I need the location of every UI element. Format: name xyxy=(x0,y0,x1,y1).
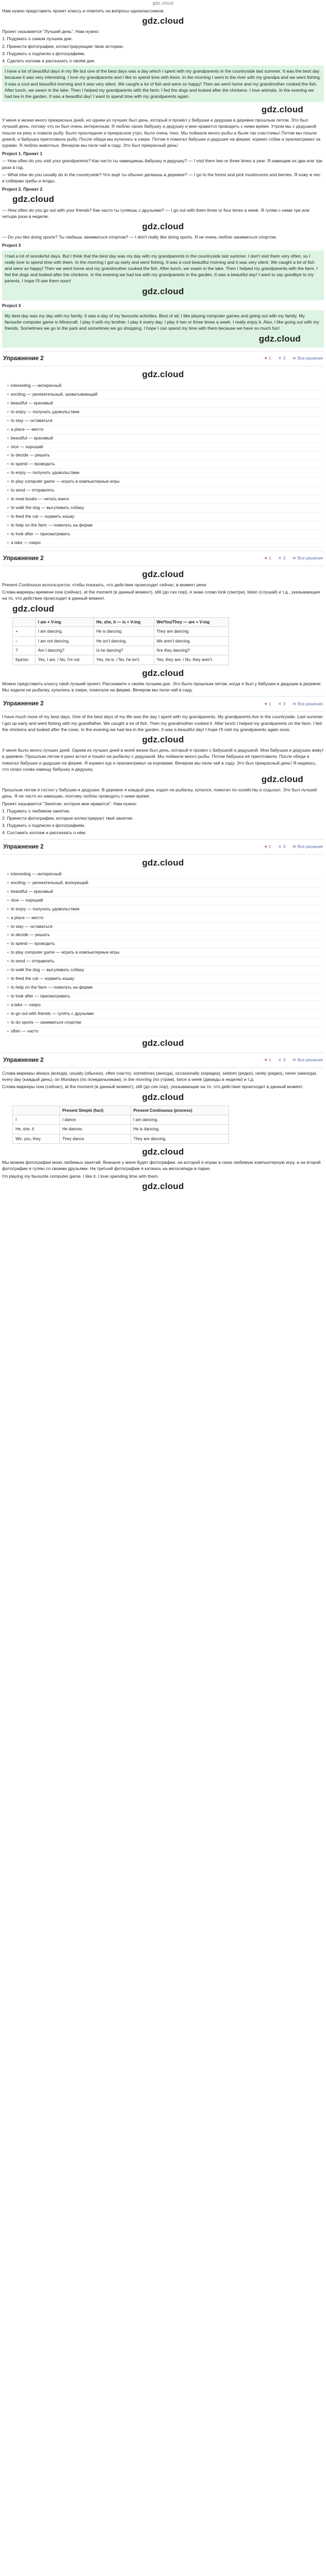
essay-block-3 xyxy=(2,310,324,348)
comment-icon: ✉ xyxy=(292,556,296,561)
intro-line: 3. Подумать о подписях к фотографиям. xyxy=(2,50,86,56)
exercise-tools xyxy=(265,701,323,707)
comment-link[interactable] xyxy=(292,701,323,707)
dislike-button[interactable] xyxy=(278,701,285,707)
table-cell: I dance. xyxy=(59,1115,131,1125)
like-button[interactable] xyxy=(265,1057,271,1063)
project-step: 1. Подумать о любимом занятии. xyxy=(2,808,71,814)
vocab-item: • a place — место xyxy=(5,426,324,434)
compare-table xyxy=(12,1106,229,1144)
vocab-item: • to send — отправлять xyxy=(5,486,324,495)
dislike-button[interactable] xyxy=(278,555,285,561)
dislike-button[interactable] xyxy=(278,844,285,850)
present-simple-note: Слова-маркеры always (всегда), usually (обычно), often (часто), sometimes (иногда), occasionally (изредка), seldom (редко), rarely (редко), never (никогда), every day (каждый день), on Mondays (по понедельникам), in the morning (по утрам), twice a week (дважды в неделю) и т.д. xyxy=(2,1070,318,1082)
essay-translation: Прошлым летом я гостил у бабушки и дедушки. В деревне я каждый день ходил на рыбалку, купался, помогал по хозяйству и отдыхал. Это был лучший день. Я не часто их навещаю, поэтому люблю проводить с ними время. xyxy=(2,787,317,799)
present-cont-note: Слова-маркеры now (сейчас), at the moment (в данный момент), still (до сих пор), указывающие на то, что действие происходит в данный момент. xyxy=(2,1084,303,1090)
essay-text: I have a lot of beautiful days in my life but one of the best days was a day which I spent with my grandparents in the countryside last summer. It was the best day because it was very interesting. I love my grandparents and I like to spend time with them. In the morning I went to the river with my grandpa and we went fishing. It was a cool and beautiful morning and it was very silent. We caught a lot of fish and were so happy! Then we went home and my grandmother cooked the fish. After lunch, we swam in the lake. Then I helped my grandparents with the farm: I fed the dogs and looked after the chickens. I love animals. In the evening we had tea in the garden. It was a beautiful day! I want to spend time with my grandparents again. xyxy=(5,69,321,99)
watermark: gdz.cloud xyxy=(261,774,303,784)
dislike-count: 3 xyxy=(283,1058,286,1063)
heart-icon: ♥ xyxy=(264,356,267,361)
like-count: 1 xyxy=(268,1058,271,1063)
heart-icon: ♥ xyxy=(264,1058,267,1063)
dislike-count: 3 xyxy=(283,844,286,850)
table-cell: I am dancing. xyxy=(35,627,93,636)
table-cell: + xyxy=(13,627,36,636)
exercise-header xyxy=(2,551,324,566)
table-header-cell: Present Continuous (process) xyxy=(131,1106,229,1115)
table-cell: I am not dancing. xyxy=(35,636,93,646)
grammar-note: Слова-маркеры времени now (сейчас), at the moment (в данный момент), still (до сих пор), я знаю слово look (смотри), listen (слушай) и т.д., указывающие на то, что действие происходит в данный момент. xyxy=(2,589,320,601)
like-button[interactable] xyxy=(265,555,271,561)
grammar-table xyxy=(12,617,229,665)
comment-icon: ✉ xyxy=(292,844,296,850)
table-row xyxy=(13,1125,229,1134)
exercise-tools xyxy=(265,355,323,361)
exercise-tools xyxy=(265,844,323,850)
final-intro: Мы можем фотографии моих любимых занятий. Вначале у меня будет фотографии, на которой я играю в свою любимую компьютерную игру, а на второй фотографии я гуляю со своими друзьями. На третьей фотографии я катаюсь на велосипеде в парке. xyxy=(2,1160,321,1172)
vocab-item: • to help on the farm — помогать на ферме xyxy=(5,521,324,530)
table-header-cell: Present Simple (fact) xyxy=(59,1106,131,1115)
vocab-list-1 xyxy=(2,382,324,548)
table-header-cell: He, she, it — is + V-ing xyxy=(93,617,154,626)
table-cell: He is dancing. xyxy=(131,1125,229,1134)
vocab-item: • interesting — интересный xyxy=(5,382,324,391)
vocab-item: • to stay — оставаться xyxy=(5,923,324,931)
exercise-header xyxy=(2,1053,324,1068)
exercise-title: Упражнение 2 xyxy=(3,1057,44,1063)
watermark-top: gdz.cloud xyxy=(152,1,174,6)
table-cell: Am I dancing? xyxy=(35,646,93,655)
table-row xyxy=(13,1115,229,1125)
project-qa: — Do you like doing sports? Ты любишь заниматься спортом? — I don't really like doing sports. Я не очень люблю заниматься спортом. xyxy=(2,234,277,240)
comment-label: Все решения xyxy=(298,844,323,850)
project-title: Project 2. Проект 2 xyxy=(2,187,43,192)
intro-line: 2. Принести фотографии, иллюстрирующие твою историю. xyxy=(2,43,124,49)
comment-label: Все решения xyxy=(298,701,323,706)
table-row xyxy=(13,627,229,636)
watermark: gdz.cloud xyxy=(261,105,303,115)
vocab-item: • interesting — интересный xyxy=(5,870,324,879)
vocab-item: • to enjoy — получать удовольствие xyxy=(5,469,324,478)
vocab-item: • exciting — увлекательный, захватывающий xyxy=(5,391,324,399)
watermark: gdz.cloud xyxy=(142,369,184,379)
table-cell: I am dancing. xyxy=(131,1115,229,1125)
table-row xyxy=(13,655,229,665)
like-button[interactable] xyxy=(265,844,271,850)
vocab-item: • to feed the cat — кормить кошку xyxy=(5,975,324,984)
like-count: 1 xyxy=(268,844,271,850)
watermark: gdz.cloud xyxy=(142,1181,184,1191)
table-cell: They are dancing. xyxy=(131,1134,229,1143)
essay-translation: У меня было много лучших дней. Одним из лучших дней в моей жизни был день, который я провёл с бабушкой и дедушкой. Мои бабушка и дедушка живут в деревне. Прошлым летом я рано встал и пошёл на рыбалку с дедушкой. Мы поймали много рыбы. Потом бабушка её приготовила. После обеда я помогал бабушке и дедушке на ферме. Я кормил кур и присматривал за коровами. Вечером мы пили чай в саду. Это был прекрасный день! Я надеюсь, что скоро снова навещу бабушку и дедушку. xyxy=(2,748,324,772)
table-cell: Is he dancing? xyxy=(93,646,154,655)
heart-icon: ♥ xyxy=(264,844,267,850)
table-cell: He, she, it xyxy=(13,1125,60,1134)
table-cell: − xyxy=(13,636,36,646)
vocab-item: • beautiful — красивый xyxy=(5,888,324,896)
vocab-item: • to decide — решать xyxy=(5,931,324,940)
vocab-item: • beautiful — красивый xyxy=(5,399,324,408)
watermark: gdz.cloud xyxy=(142,857,184,868)
vocab-item: • to go out with friends — гулять с друзьями xyxy=(5,1010,324,1019)
exercise-tools xyxy=(265,555,323,561)
watermark: gdz.cloud xyxy=(142,1092,184,1102)
vocab-item: • nice — хороший xyxy=(5,443,324,452)
essay-translation: У меня в жизни много прекрасных дней, но одним из лучших был день, который я провёл у бабушки и дедушки в деревне прошлым летом. Это был лучший день, потому что он был очень интересным. Я люблю своих бабушку и дедушку и мне нравится проводить с ними время. Утром мы с дедушкой пошли на реку и ловили рыбу. Было прохладное и прекрасное утро, было очень тихо. Мы поймали много рыбы и были так счастливы! Потом мы пошли домой, и бабушка приготовила рыбу. После обеда мы купались в озере. Потом я помогал бабушке и дедушке на ферме: кормил собак и присматривал за курами. Я люблю животных. Вечером мы пили чай в саду. Это был прекрасный день! xyxy=(2,117,320,148)
table-header-cell xyxy=(13,617,36,626)
table-row xyxy=(13,636,229,646)
vocab-item: • to walk the dog — выгуливать собаку xyxy=(5,966,324,975)
essay-text: I have much more of my best days. One of the best days of my life was the day I spent with my grandparents. My grandparents live in the countryside. Last summer I got up early and went fishing with my grandfather. We caught a lot of fish. Then my grandmother cooked it. After lunch I helped my grandparents on the farm. I fed the chickens and looked after the cows. In the evening we had tea in the garden. It was a beautiful day! I hope I'll visit my grandparents again soon. xyxy=(2,714,323,732)
exercise-header xyxy=(2,351,324,366)
watermark: gdz.cloud xyxy=(142,735,184,745)
comment-icon: ✉ xyxy=(292,356,296,361)
exercise-title: Упражнение 2 xyxy=(3,701,44,707)
project-label: Project 3 xyxy=(2,302,21,308)
project-title: Project 3 xyxy=(2,243,21,248)
watermark: gdz.cloud xyxy=(142,1038,184,1048)
project-title: Project 1. Проект 1 xyxy=(2,151,43,157)
project-qa: — What else do you usually do in the countryside? Что ещё ты обычно делаешь в деревне? — I go to the forest and pick mushrooms and berries. Я хожу в лес и собираю грибы и ягоды. xyxy=(2,172,321,184)
vocab-item: • to spend — проводить xyxy=(5,940,324,948)
table-header-row xyxy=(13,617,229,626)
like-count: 1 xyxy=(268,556,271,561)
project-intro: Проект называется "Занятие, которое мне нравится". Нам нужно: xyxy=(2,801,137,806)
table-cell: Yes, I am. / No, I'm not. xyxy=(35,655,93,665)
heart-icon: ♥ xyxy=(264,556,267,561)
table-cell: Кратко xyxy=(13,655,36,665)
page xyxy=(0,0,326,1200)
table-cell: I xyxy=(13,1115,60,1125)
vocab-item: • a lake — озеро xyxy=(5,539,324,548)
exercise-title: Упражнение 2 xyxy=(3,843,44,850)
comment-label: Все решения xyxy=(298,356,323,361)
vocab-item: • to look after — присматривать xyxy=(5,530,324,539)
table-cell: ? xyxy=(13,646,36,655)
table-header-cell xyxy=(13,1106,60,1115)
table-header-row xyxy=(13,1106,229,1115)
vocab-item: • to read books — читать книги xyxy=(5,495,324,504)
vocab-item: • to send — отправлять xyxy=(5,957,324,966)
table-cell: He dances. xyxy=(59,1125,131,1134)
vocab-item: • a lake — озеро xyxy=(5,1001,324,1010)
table-cell: We, you, they xyxy=(13,1134,60,1143)
like-count: 1 xyxy=(268,356,271,361)
vocab-list-2 xyxy=(2,870,324,1036)
intro-line: 4. Сделать коллаж и рассказать о своём дне. xyxy=(2,58,96,63)
vocab-item: • exciting — увлекательный, волнующий xyxy=(5,879,324,888)
final-sentence: I'm playing my favourite computer game. I like it. I love spending time with them. xyxy=(2,1173,159,1179)
comment-label: Все решения xyxy=(298,1058,323,1063)
vocab-item: • to walk the dog — выгуливать собаку xyxy=(5,504,324,513)
vocab-item: • often — часто xyxy=(5,1027,324,1036)
vocab-item: • to enjoy — получать удовольствие xyxy=(5,905,324,914)
vocab-item: • beautiful — красивый xyxy=(5,434,324,443)
exercise-title: Упражнение 2 xyxy=(3,355,44,362)
project-step: 3. Подумать о подписях к фотографиям. xyxy=(2,823,86,828)
comment-link[interactable] xyxy=(292,1057,323,1063)
thumb-down-icon: ✕ xyxy=(278,701,282,706)
table-row xyxy=(13,1134,229,1143)
vocab-item: • to play computer game — играть в компьютерные игры xyxy=(5,478,324,486)
vocab-item: • to decide — решать xyxy=(5,451,324,460)
table-cell: We aren't dancing. xyxy=(154,636,229,646)
grammar-text: Можно представить классу свой лучший проект. Расскажите о своём лучшем дне. Это было прошлым летом, когда я был у бабушки и дедушки в деревне. Мы ходили на рыбалку, купались в озере, помогали на ферме. Вечером мы пили чай в саду. xyxy=(2,681,322,692)
comment-link[interactable] xyxy=(292,844,323,850)
heart-icon: ♥ xyxy=(264,701,267,706)
vocab-item: • to enjoy — получать удовольствие xyxy=(5,408,324,417)
project-qa: — How often do you go out with your friends? Как часто ты гуляешь с друзьями? — I go out with them three or four times a week. Я гуляю с ними три или четыре раза в неделю. xyxy=(2,207,309,219)
exercise-title: Упражнение 2 xyxy=(3,555,44,562)
essay-text: My best day was my day with my family. It was a day of my favourite activities. Best of all, I like playing computer games and going out with my family. My favourite computer game is Minecraft. I play it with my brother. I play it every day. I play it two or three times a week. I really enjoy it. Also, I like going out with my friends. Sometimes we go to the park and sometimes we go shopping. I hope I can spend my time with them because we have so much fun! xyxy=(5,313,319,331)
comment-link[interactable] xyxy=(292,355,323,361)
exercise-header xyxy=(2,696,324,711)
intro-line: Нам нужно представить проект классу и ответить на вопросы одноклассников. xyxy=(2,8,165,13)
project-step: 4. Составить коллаж и рассказать о нём. xyxy=(2,830,87,836)
watermark: gdz.cloud xyxy=(142,15,184,26)
grammar-intro: Present Continuous используется, чтобы показать, что действие происходит сейчас, в момент речи. xyxy=(2,582,207,588)
essay-block-2 xyxy=(2,250,324,300)
like-button[interactable] xyxy=(265,701,271,707)
thumb-down-icon: ✕ xyxy=(278,356,282,361)
table-header-cell: I am + V-ing xyxy=(35,617,93,626)
like-button[interactable] xyxy=(265,355,271,361)
watermark: gdz.cloud xyxy=(142,222,184,232)
intro-block xyxy=(2,8,324,64)
intro-line: Проект называется "Лучший день". Нам нужно: xyxy=(2,29,100,35)
comment-icon: ✉ xyxy=(292,701,296,706)
vocab-item: • to look after — присматривать xyxy=(5,992,324,1001)
comment-label: Все решения xyxy=(298,556,323,561)
watermark: gdz.cloud xyxy=(258,333,301,344)
dislike-button[interactable] xyxy=(278,355,285,361)
vocab-item: • to feed the cat — кормить кошку xyxy=(5,513,324,521)
watermark: gdz.cloud xyxy=(142,1147,184,1157)
project-step: 2. Принести фотографии, которые иллюстрируют твоё занятие. xyxy=(2,815,134,821)
table-cell: Yes, he is. / No, he isn't. xyxy=(93,655,154,665)
watermark: gdz.cloud xyxy=(12,194,55,205)
watermark: gdz.cloud xyxy=(142,569,184,579)
vocab-item: • a place — место xyxy=(5,914,324,923)
exercise-tools xyxy=(265,1057,323,1063)
table-row xyxy=(13,646,229,655)
comment-icon: ✉ xyxy=(292,1058,296,1063)
essay-text: I had a lot of wonderful days. But I think that the best day was my day with my grandparents in the countryside last summer. I don't visit them very often, so I really love to spend time with them. In the morning I got up early and went fishing. It was a cool beautiful morning and it was very silent. We caught a lot of fish and were so happy! Then we went home and my grandmother cooked the fish. After lunch, we swam in the lake. Then I helped my grandparents with the farm. I fed the dogs and looked after the chickens. In the evening we had tea with my grandparents in the garden. It was a beautiful day! I want to say goodbye to my parents. I hope I'll see them soon! xyxy=(5,253,318,284)
dislike-count: 3 xyxy=(283,356,286,361)
intro-line: 1. Подумать о самом лучшем дне. xyxy=(2,36,73,42)
dislike-count: 3 xyxy=(283,701,286,706)
exercise-header xyxy=(2,839,324,855)
thumb-down-icon: ✕ xyxy=(278,844,282,850)
table-cell: Yes, they are. / No, they aren't. xyxy=(154,655,229,665)
vocab-item: • to spend — проводить xyxy=(5,460,324,469)
vocab-item: • nice — хороший xyxy=(5,896,324,905)
like-count: 1 xyxy=(268,701,271,706)
dislike-count: 3 xyxy=(283,556,286,561)
table-cell: They dance. xyxy=(59,1134,131,1143)
table-cell: They are dancing. xyxy=(154,627,229,636)
essay-block-1 xyxy=(2,65,324,102)
project-qa: — How often do you visit your grandparents? Как часто ты навещаешь бабушку и дедушку? — I visit them two or three times a year. Я навещаю их два или три раза в год. xyxy=(2,158,322,170)
table-cell: He is dancing. xyxy=(93,627,154,636)
table-cell: He isn't dancing. xyxy=(93,636,154,646)
watermark: gdz.cloud xyxy=(142,286,184,296)
watermark: gdz.cloud xyxy=(142,668,184,678)
vocab-item: • to help on the farm — помогать на ферме xyxy=(5,984,324,992)
thumb-down-icon: ✕ xyxy=(278,1058,282,1063)
dislike-button[interactable] xyxy=(278,1057,285,1063)
comment-link[interactable] xyxy=(292,555,323,561)
table-cell: Are they dancing? xyxy=(154,646,229,655)
vocab-item: • to play computer game — играть в компьютерные игры xyxy=(5,948,324,957)
watermark: gdz.cloud xyxy=(12,603,55,614)
vocab-item: • to stay — оставаться xyxy=(5,417,324,426)
vocab-item: • to do sports — заниматься спортом xyxy=(5,1019,324,1027)
thumb-down-icon: ✕ xyxy=(278,556,282,561)
table-header-cell: We/You/They — are + V-ing xyxy=(154,617,229,626)
